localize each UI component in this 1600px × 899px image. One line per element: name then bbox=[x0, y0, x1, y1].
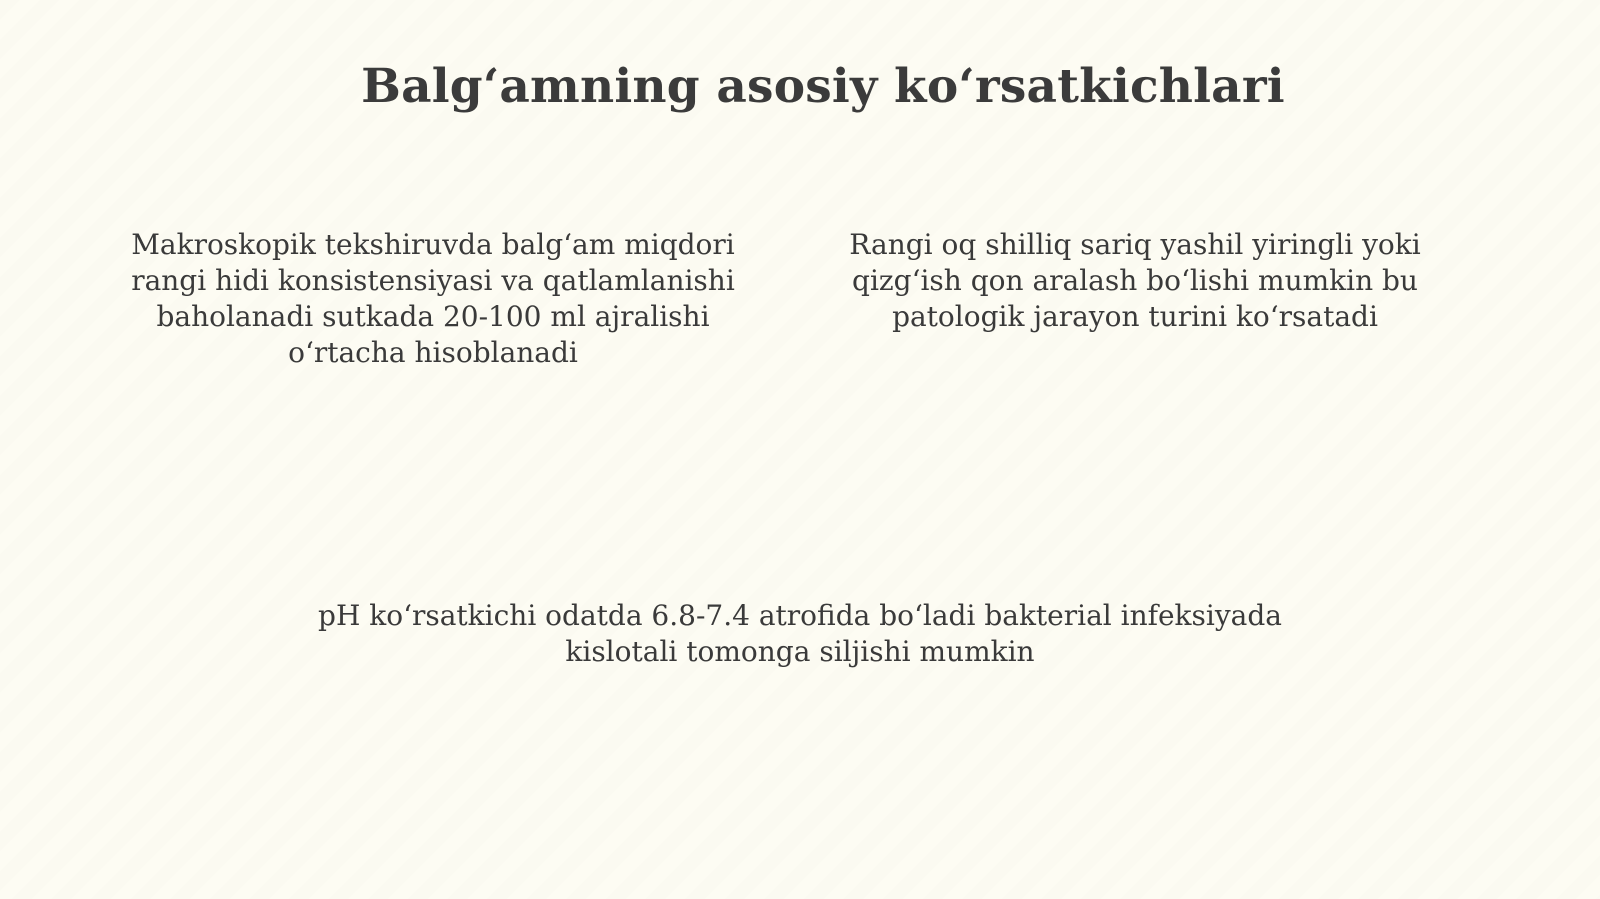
ph-text-block: pH ko‘rsatkichi odatda 6.8-7.4 atrofida bo‘ladi bakterial infeksiyada kislotali tomonga siljishi mumkin bbox=[318, 599, 1282, 668]
slide-title: Balg‘amning asosiy ko‘rsatkichlari bbox=[361, 59, 1285, 114]
macroscopic-text-block: Makroskopik tekshiruvda balg‘am miqdori rangi hidi konsistensiyasi va qatlamlanishi baholanadi sutkada 20-100 ml ajralishi o‘rtacha hisoblanadi bbox=[131, 228, 735, 369]
color-text-block: Rangi oq shilliq sariq yashil yiringli yoki qizg‘ish qon aralash bo‘lishi mumkin bu patologik jarayon turini ko‘rsatadi bbox=[849, 228, 1421, 333]
